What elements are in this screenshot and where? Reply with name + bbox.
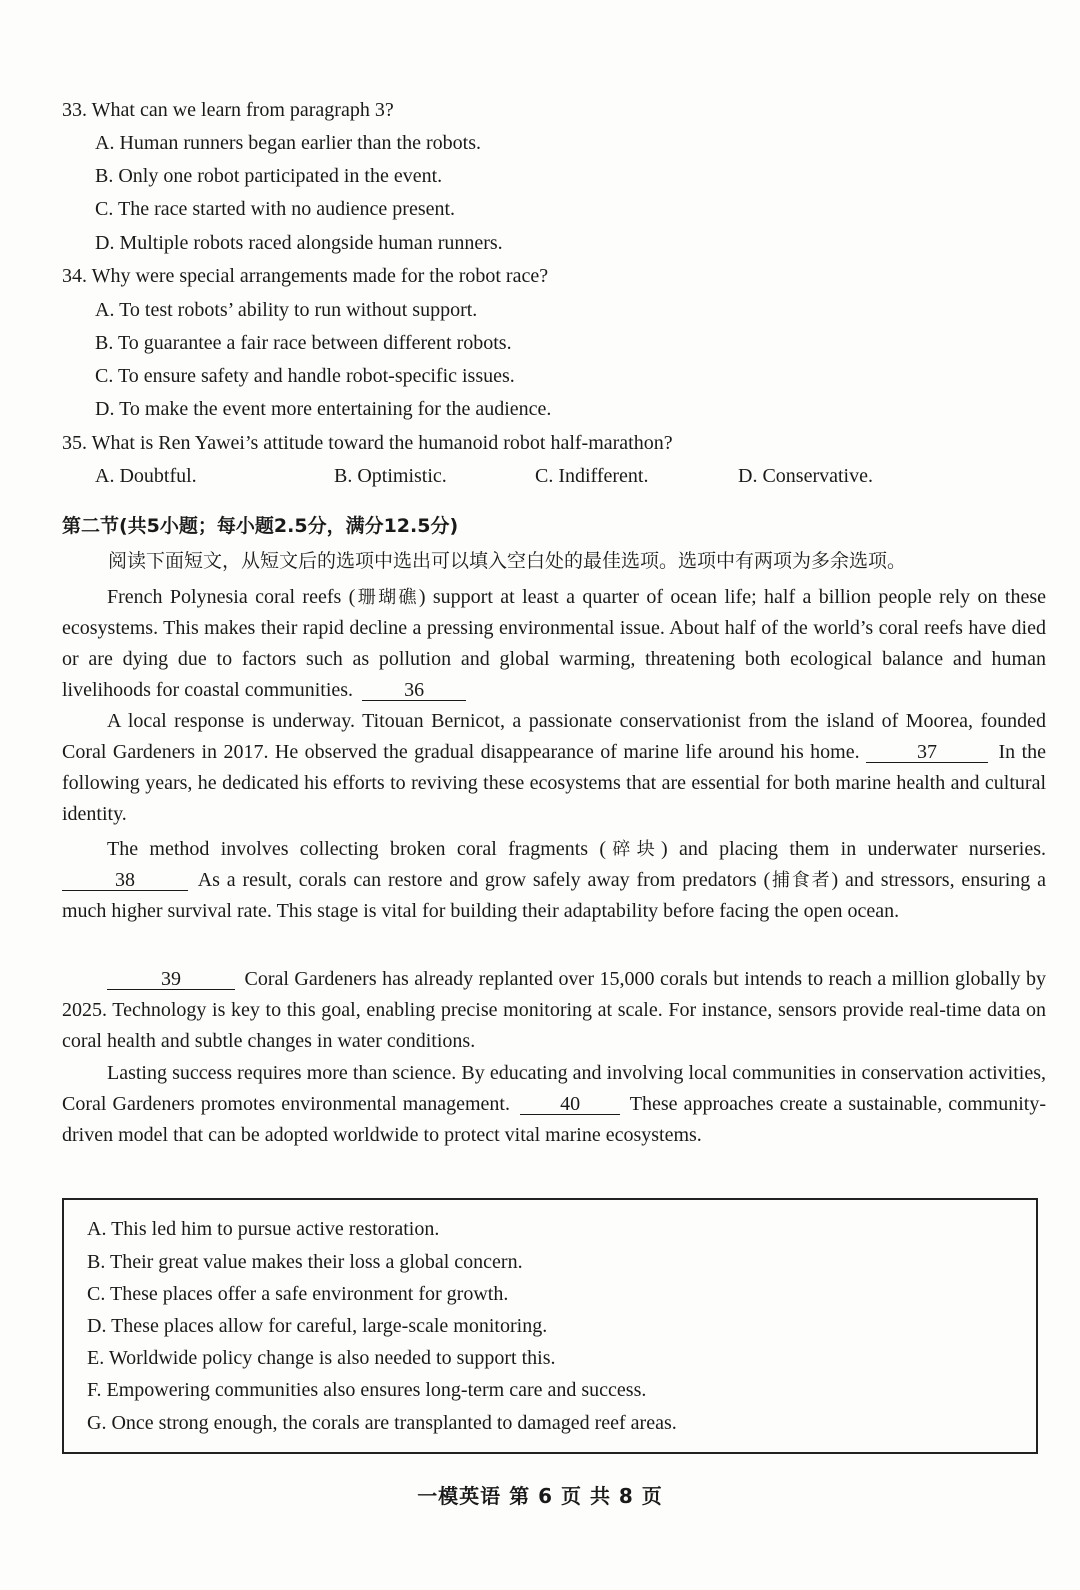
question-34-option-a: A. To test robots’ ability to run without support. [95, 299, 478, 321]
blank-38: 38 [62, 870, 188, 891]
answer-option-b: B. Their great value makes their loss a global concern. [87, 1251, 523, 1273]
blank-39: 39 [107, 969, 235, 990]
answer-options-box [62, 1198, 1038, 1454]
question-35-option-a: A. Doubtful. [95, 465, 197, 487]
answer-option-f: F. Empowering communities also ensures long-term care and success. [87, 1379, 647, 1401]
p3-gloss-2: 捕食者 [770, 870, 832, 891]
p1-text-a: French Polynesia coral reefs ( [107, 586, 356, 608]
answer-option-a: A. This led him to pursue active restoration. [87, 1218, 440, 1240]
p3-text-a: The method involves collecting broken coral fragments ( [107, 838, 607, 860]
section-instruction: 阅读下面短文，从短文后的选项中选出可以填入空白处的最佳选项。选项中有两项为多余选项。 [108, 550, 907, 572]
question-33-stem: 33. What can we learn from paragraph 3? [62, 99, 394, 121]
section-heading: 第二节(共5小题；每小题2.5分，满分12.5分) [62, 515, 459, 537]
blank-36: 36 [362, 680, 466, 701]
question-35-options [95, 464, 995, 488]
p4-text: Coral Gardeners has already replanted over 15,000 corals but intends to reach a million globally by 2025. Technology is key to this goal, enabling precise monitoring at scale. For instance, sensors provide real-time data on coral health and subtle changes in water conditions. [62, 968, 1047, 1052]
passage-paragraph-4 [62, 964, 1046, 1057]
blank-37: 37 [866, 742, 988, 763]
page-footer: 一模英语 第 6 页 共 8 页 [417, 1484, 663, 1508]
question-35-option-b: B. Optimistic. [334, 465, 447, 487]
p3-text-b: ) and placing them in underwater nurseries. [661, 838, 1047, 860]
passage-paragraph-5 [62, 1058, 1046, 1151]
p3-gloss-1: 碎块 [606, 839, 662, 860]
question-34-stem: 34. Why were special arrangements made for the robot race? [62, 265, 549, 287]
answer-option-d: D. These places allow for careful, large-scale monitoring. [87, 1315, 548, 1337]
p2-text-a: A local response is underway. Titouan Bernicot, a passionate conservationist from the island of Moorea, founded Coral Gardeners in 2017. He observed the gradual disappearance of marine life around his home. [62, 710, 1046, 763]
question-33-option-d: D. Multiple robots raced alongside human runners. [95, 232, 503, 254]
question-33-option-a: A. Human runners began earlier than the robots. [95, 132, 481, 154]
p1-gloss: 珊瑚礁 [355, 587, 419, 608]
p3-text-d: ) and stressors, ensuring a much higher survival rate. This stage is vital for building their adaptability before facing the open ocean. [62, 869, 1047, 922]
p3-text-c: As a result, corals can restore and grow safely away from predators ( [197, 869, 771, 891]
passage-paragraph-3 [62, 834, 1046, 927]
question-35-stem: 35. What is Ren Yawei’s attitude toward the humanoid robot half-marathon? [62, 432, 673, 454]
answer-option-e: E. Worldwide policy change is also needed to support this. [87, 1347, 556, 1369]
question-33-option-b: B. Only one robot participated in the event. [95, 165, 443, 187]
question-33-option-c: C. The race started with no audience present. [95, 198, 456, 220]
passage-paragraph-1 [62, 582, 1046, 706]
p1-text-b: ) support at least a quarter of ocean life; half a billion people rely on these ecosystems. This makes their rapid decline a pressing environmental issue. About half of the world’s coral reefs have died or are dying due to factors such as pollution and global warming, threatening both ecological balance and human livelihoods for coastal communities. [62, 586, 1047, 701]
question-35-option-d: D. Conservative. [738, 465, 873, 487]
blank-40: 40 [520, 1094, 620, 1115]
question-34-option-d: D. To make the event more entertaining for the audience. [95, 398, 552, 420]
p2-text-b: In the following years, he dedicated his efforts to reviving these ecosystems that are essential for both marine health and cultural identity. [62, 741, 1047, 825]
question-35-option-c: C. Indifferent. [535, 465, 649, 487]
passage-paragraph-2 [62, 706, 1046, 830]
p5-text-a: Lasting success requires more than science. By educating and involving local communities in conservation activities, Coral Gardeners promotes environmental management. [62, 1062, 1046, 1115]
answer-option-c: C. These places offer a safe environment for growth. [87, 1283, 509, 1305]
answer-option-g: G. Once strong enough, the corals are transplanted to damaged reef areas. [87, 1412, 677, 1434]
p5-text-b: These approaches create a sustainable, community-driven model that can be adopted worldwide to protect vital marine ecosystems. [62, 1093, 1047, 1146]
question-34-option-c: C. To ensure safety and handle robot-specific issues. [95, 365, 515, 387]
question-34-option-b: B. To guarantee a fair race between different robots. [95, 332, 512, 354]
